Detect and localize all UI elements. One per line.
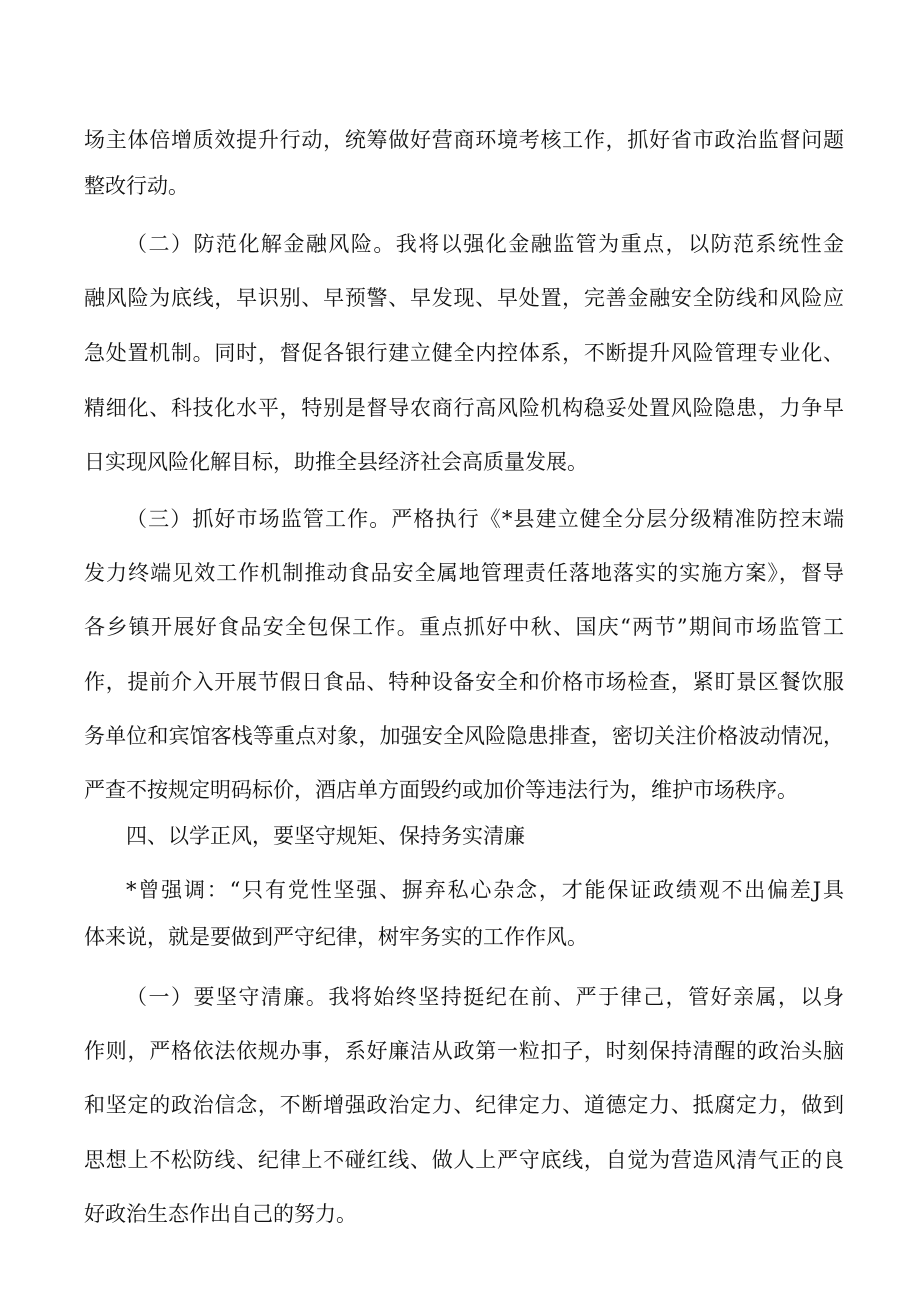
text-line: 发力终端见效工作机制推动食品安全属地管理责任落地落实的实施方案》，督导 [84, 561, 844, 585]
text-line: 日实现风险化解目标，助推全县经济社会高质量发展。 [84, 450, 588, 474]
text-line: 融风险为底线，早识别、早预警、早发现、早处置，完善金融安全防线和风险应 [84, 286, 844, 310]
text-line: 好政治生态作出自己的努力。 [84, 1202, 357, 1226]
text-line: 务单位和宾馆客栈等重点对象，加强安全风险隐患排查，密切关注价格波动情况， [84, 724, 844, 748]
text-line: 体来说，就是要做到严守纪律，树牢务实的工作作风。 [84, 925, 588, 949]
text-line: 和坚定的政治信念，不断增强政治定力、纪律定力、道德定力、抵腐定力，做到 [84, 1093, 844, 1117]
text-line: 整改行动。 [84, 174, 189, 198]
section-heading: 四、以学正风，要坚守规矩、保持务实清廉 [126, 824, 525, 848]
paragraph-first-line: （二）防范化解金融风险。我将以强化金融监管为重点，以防范系统性金 [126, 232, 844, 256]
paragraph-first-line: *曾强调：“只有党性坚强、摒弃私心杂念，才能保证政绩观不出偏差J具 [126, 878, 844, 902]
text-line: 严查不按规定明码标价，酒店单方面毁约或加价等违法行为，维护市场秩序。 [84, 778, 798, 802]
paragraph-first-line: （三）抓好市场监管工作。严格执行《*县建立健全分层分级精准防控末端 [126, 507, 844, 531]
text-line: 精细化、科技化水平，特别是督导农商行高风险机构稳妥处置风险隐患，力争早 [84, 396, 844, 420]
text-line: 场主体倍增质效提升行动，统筹做好营商环境考核工作，抓好省市政治监督问题 [84, 128, 844, 152]
text-line: 作则，严格依法依规办事，系好廉洁从政第一粒扣子，时刻保持清醒的政治头脑 [84, 1039, 844, 1063]
paragraph-first-line: （一）要坚守清廉。我将始终坚持挺纪在前、严于律己，管好亲属，以身 [126, 985, 844, 1009]
text-line: 急处置机制。同时，督促各银行建立健全内控体系，不断提升风险管理专业化、 [84, 341, 844, 365]
text-line: 思想上不松防线、纪律上不碰红线、做人上严守底线，自觉为营造风清气正的良 [84, 1148, 844, 1172]
text-line: 作，提前介入开展节假日食品、特种设备安全和价格市场检查，紧盯景区餐饮服 [84, 670, 844, 694]
text-line: 各乡镇开展好食品安全包保工作。重点抓好中秋、国庆“两节”期间市场监管工 [84, 615, 844, 639]
